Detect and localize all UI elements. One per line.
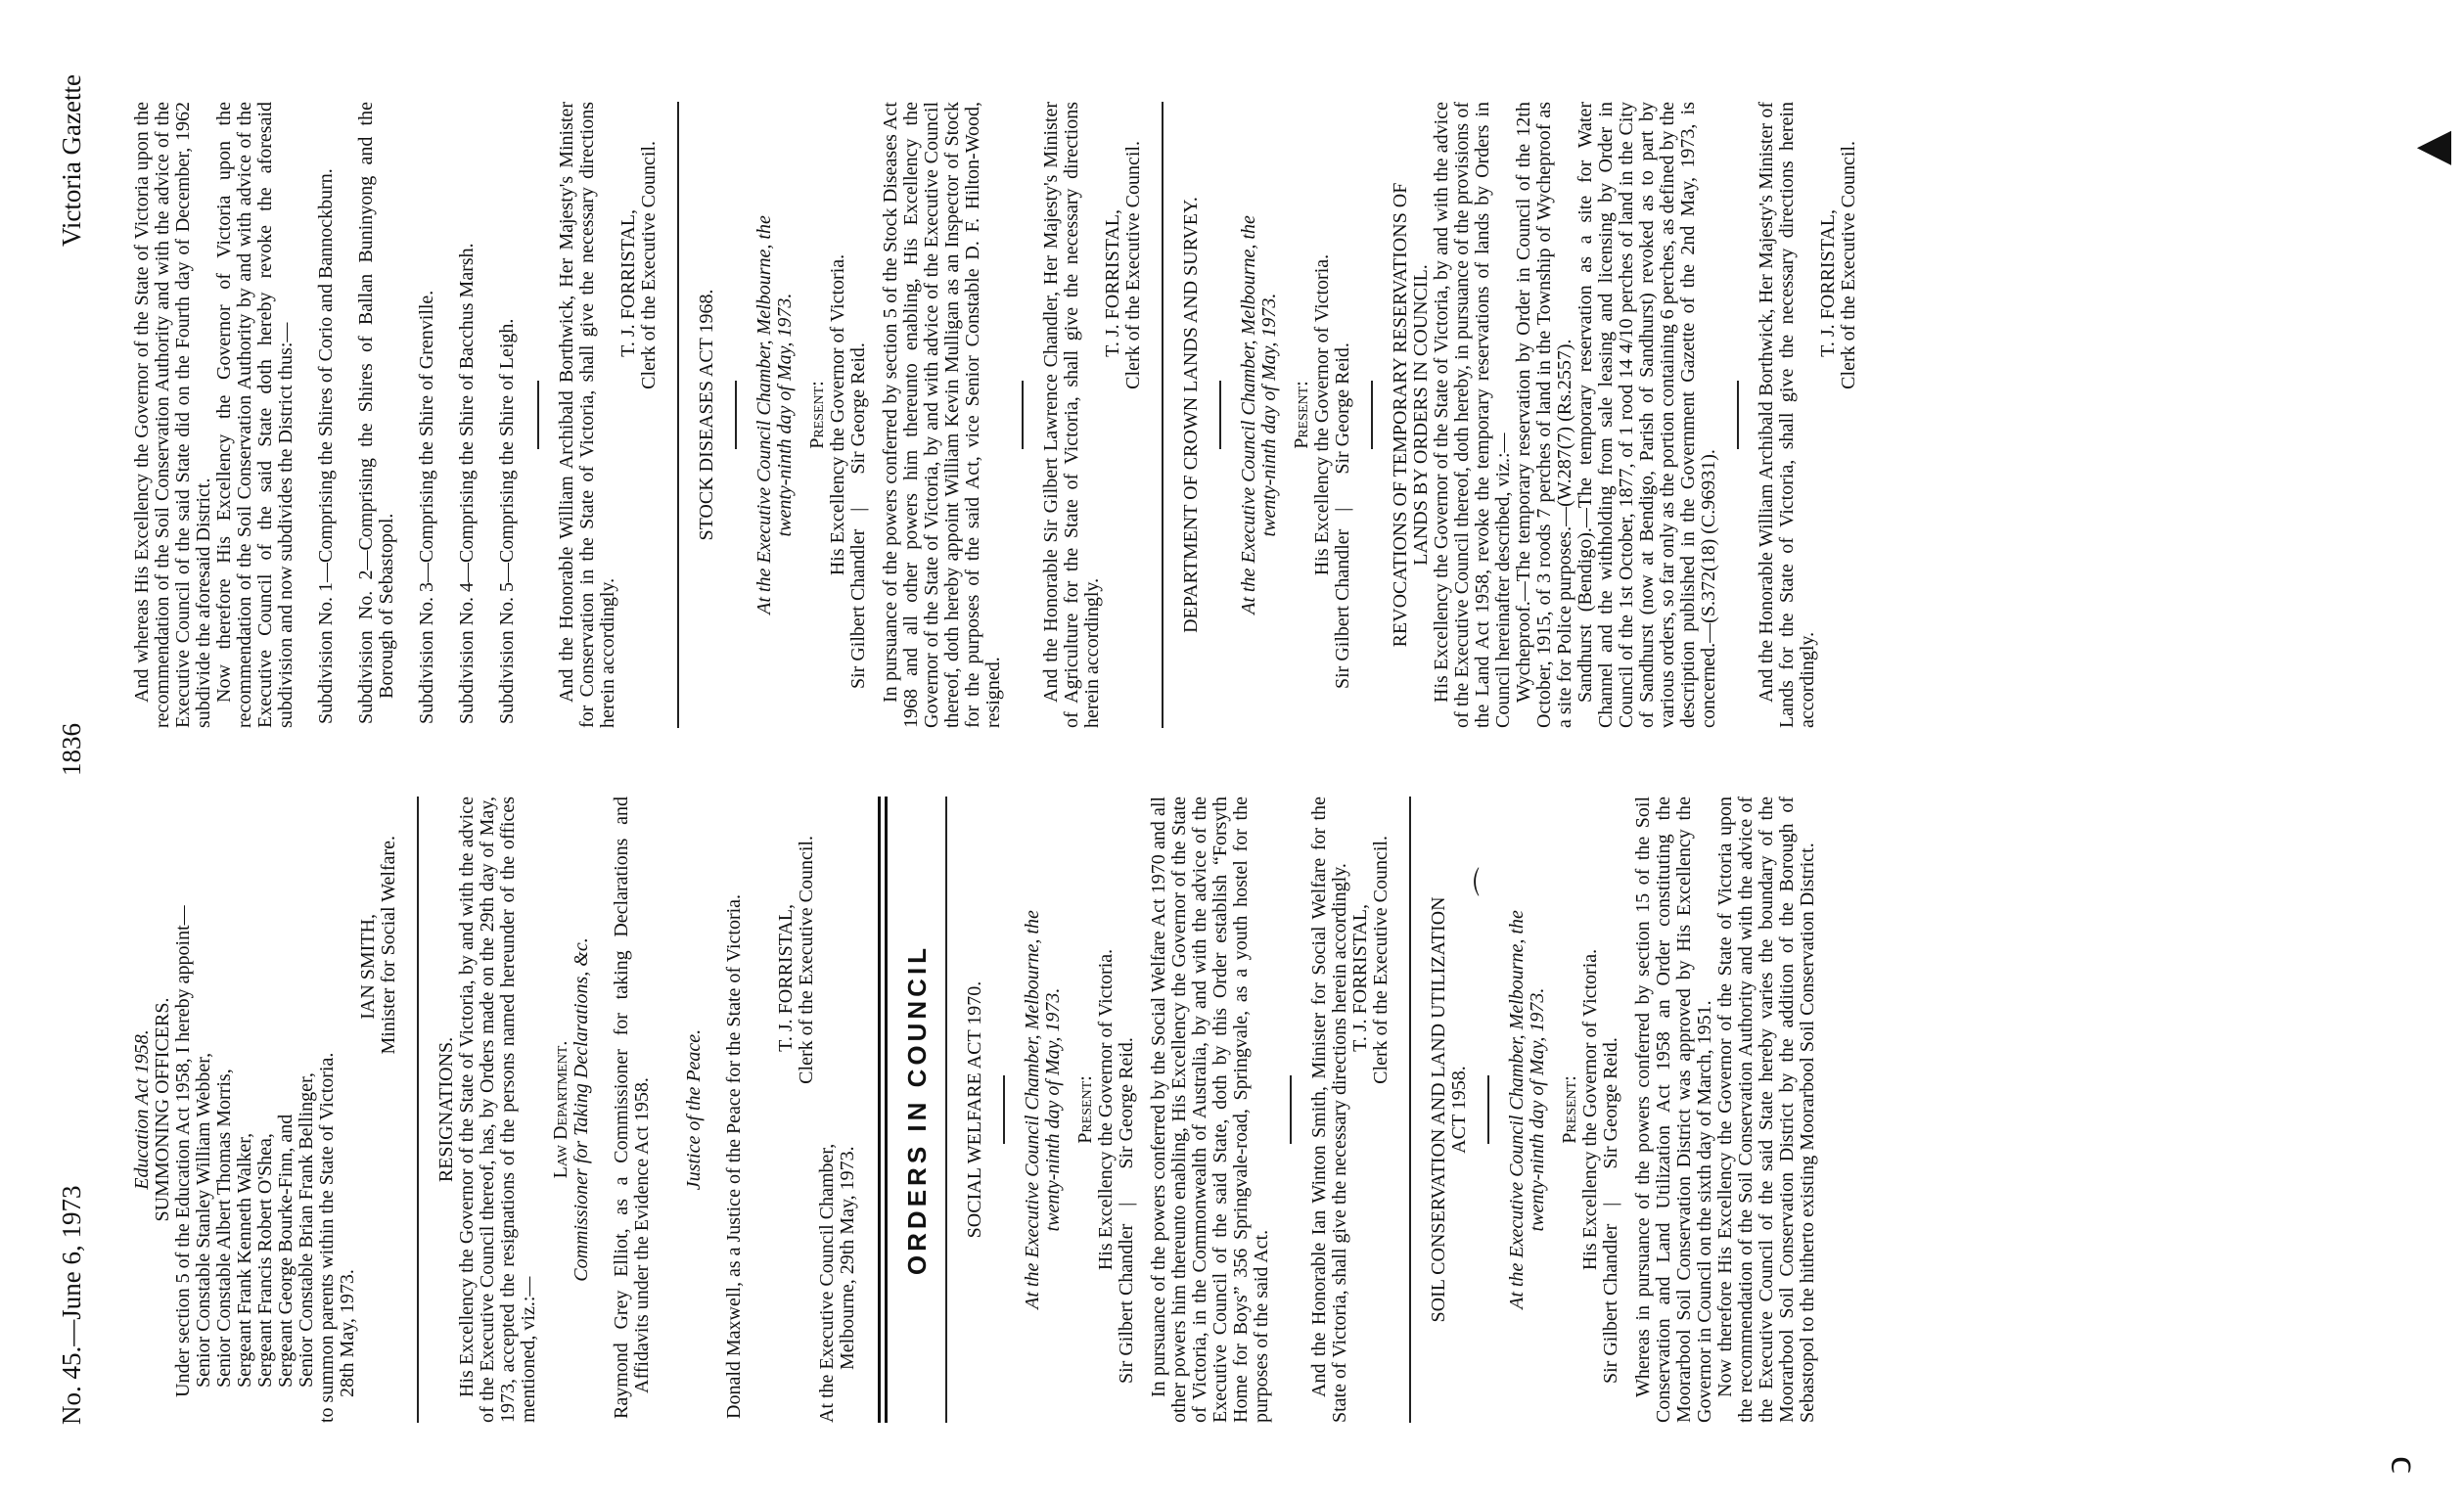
signatory-name: T. J. FORRISTAL, — [775, 904, 797, 1052]
short-rule — [1487, 1075, 1489, 1144]
signatory-name: T. J. FORRISTAL, — [1102, 209, 1123, 357]
short-rule — [735, 381, 737, 449]
chamber-line: At the Executive Council Chamber, Melbourne, the — [753, 215, 775, 615]
subdivision-item: Subdivision No. 5—Comprising the Shire of Leigh. — [496, 318, 518, 724]
education-purpose: to summon parents within the State of Victoria. — [316, 1052, 338, 1423]
present-member: Sir George Reid. — [1600, 1037, 1621, 1169]
education-intro: Under section 5 of the Education Act 1958, I hereby appoint— — [172, 905, 194, 1397]
short-rule — [1022, 381, 1024, 449]
signatory-title: Clerk of the Executive Council. — [1838, 141, 1859, 389]
revocation-item: Sandhurst (Bendigo).—The temporary reservation as a site for Water Channel and the withholding from sale leasing and licensing by Order in Council of the 1st October, 1877, of 1 rood 14 4/10 perches of land in the City of Sandhurst (now at Bendigo, Parish of Sandhurst) revoked as to part by various orders, so far only as the portion containing 6 perches, as defined by the description published in the Government Gazette of the 2nd May, 1973, is concerned.—(S.372(18) (C.96931). — [1574, 102, 1719, 728]
divider — [1409, 797, 1411, 1423]
present-label: Present: — [1559, 1075, 1580, 1144]
divider — [417, 797, 419, 1423]
signatory-title: Clerk of the Executive Council. — [796, 836, 817, 1084]
officer-item: Senior Constable Stanley William Webber, — [193, 1052, 214, 1388]
resignation-item: Donald Maxwell, as a Justice of the Peace for the State of Victoria. — [723, 893, 745, 1419]
present-label: Present: — [1074, 1075, 1096, 1144]
present-governor: His Excellency the Governor of Victoria. — [1311, 253, 1333, 576]
present-members — [1333, 102, 1353, 728]
subdivision-item: Subdivision No. 3—Comprising the Shire of Grenville. — [416, 290, 437, 724]
minister-direction: And the Honorable William Archibald Borthwick, Her Majesty's Minister of Lands for the State of Victoria, shall give the necessary directions herein accordingly. — [1756, 102, 1818, 728]
chamber-line: At the Executive Council Chamber, Melbourne, the — [1022, 910, 1043, 1309]
present-label: Present: — [806, 381, 828, 449]
short-rule — [1371, 381, 1373, 449]
chamber-place: At the Executive Council Chamber, — [816, 1143, 838, 1423]
stock-diseases-order-text: In pursuance of the powers conferred by section 5 of the Stock Diseases Act 1968 and all other powers him thereunto enabling, His Excellency the Governor of the State of Victoria, by and with advice of the Executive Council thereof, doth hereby appoint William Kevin Mulligan as an Inspector of Stock for the purposes of the said Act, vice Senior Constable D. F. Hilton-Wood, resigned. — [880, 102, 1004, 728]
commissioner-subheading: Commissioner for Taking Declarations, &c. — [570, 937, 592, 1282]
officer-item: Sergeant Frank Kenneth Walker, — [234, 1132, 255, 1388]
education-date: 28th May, 1973. — [337, 1269, 358, 1397]
minister-direction: And the Honorable William Archibald Borthwick, Her Majesty's Minister for Conservation in the State of Victoria, shall give the necessary directions herein accordingly. — [556, 102, 618, 728]
subdivision-item: Subdivision No. 1—Comprising the Shires of Corio and Bannockburn. — [315, 168, 337, 724]
chamber-line: twenty-ninth day of May, 1973. — [774, 293, 796, 537]
chamber-line: twenty-ninth day of May, 1973. — [1042, 987, 1064, 1232]
orders-in-council-heading: ORDERS IN COUNCIL — [902, 943, 932, 1276]
minister-direction: And the Honorable Ian Winton Smith, Minister for Social Welfare for the State of Victoria, shall give the necessary directions herein accordingly. — [1308, 797, 1350, 1423]
chamber-line: twenty-ninth day of May, 1973. — [1527, 987, 1548, 1232]
soil-conservation-text: Now therefore His Excellency the Governor of Victoria upon the recommendation of the Soil Conservation Authority by and with advice of the Executive Council of the said State doth hereby revoke the aforesaid subdivision and now subdivides the District thus:— — [213, 102, 297, 728]
short-rule — [1003, 1075, 1005, 1144]
crown-lands-department-heading: DEPARTMENT OF CROWN LANDS AND SURVEY. — [1180, 197, 1202, 633]
justice-subheading: Justice of the Peace. — [683, 1028, 705, 1191]
issue-date: No. 45.—June 6, 1973 — [57, 1185, 86, 1425]
soil-conservation-text: Now therefore His Excellency the Governor of the State of Victoria upon the recommendation of the Soil Conservation Authority and with the advice of the Executive Council of the said State hereby varies the boundary of the Moorarbool Soil Conservation District by the addition of the Borough of Sebastopol to the hitherto existing Moorarbool Soil Conservation District. — [1714, 797, 1818, 1423]
subdivision-item: Subdivision No. 4—Comprising the Shire of Bacchus Marsh. — [456, 243, 478, 724]
present-members — [1601, 797, 1621, 1423]
present-member: Sir George Reid. — [1332, 342, 1353, 475]
present-member: Sir Gilbert Chandler — [1332, 528, 1353, 689]
signatory-name: IAN SMITH, — [357, 914, 379, 1020]
law-department-heading: Law Department. — [550, 1040, 571, 1179]
separator: | — [1116, 1202, 1137, 1207]
short-rule — [537, 381, 539, 449]
social-welfare-order-text: In pursuance of the powers conferred by the Social Welfare Act 1970 and all other powers him thereunto enabling, His Excellency the Governor of the State of Victoria, in the Commonwealth of Australia, by and with the advice of the Executive Council of the said State, doth by this Order establish “Forsyth Home for Boys” 356 Springvale-road, Springvale, as a youth hostel for the purposes of the said Act. — [1148, 797, 1272, 1423]
page-header — [57, 74, 86, 1425]
officer-item: Senior Constable Brian Frank Bellinger, — [296, 1072, 317, 1388]
short-rule — [1737, 381, 1739, 449]
scan-artifact: ▲ — [2399, 118, 2464, 177]
resignations-title: RESIGNATIONS. — [435, 1036, 457, 1183]
present-member: Sir Gilbert Chandler — [1116, 1223, 1137, 1384]
double-rule — [878, 797, 888, 1423]
divider — [1162, 102, 1164, 728]
present-member: Sir Gilbert Chandler — [1600, 1223, 1621, 1384]
resignations-text: His Excellency the Governor of the State of Victoria, by and with the advice of the Executive Council thereof, has, by Orders made on the 29th day of May, 1973, accepted the resignations of the persons named hereunder of the offices mentioned, viz.:— — [456, 797, 539, 1423]
signatory-title: Minister for Social Welfare. — [378, 836, 399, 1055]
signatory-title: Clerk of the Executive Council. — [638, 141, 660, 389]
divider — [945, 797, 947, 1423]
soil-conservation-text: And whereas His Excellency the Governor of the State of Victoria upon the recommendation of the Soil Conservation Authority and with the advice of the Executive Council of the said State did on the Fourth day of December, 1962 subdivide the aforesaid District. — [131, 102, 214, 728]
social-welfare-act-heading: SOCIAL WELFARE ACT 1970. — [964, 980, 985, 1239]
present-governor: His Excellency the Governor of Victoria. — [1095, 948, 1117, 1271]
soil-conservation-act-heading: ACT 1958. — [1448, 1066, 1470, 1154]
revocation-item: Wycheproof.—The temporary reservation by Order in Council of the 12th October, 1915, of 3 roods 7 perches of land in the Township of Wycheproof as a site for Police purposes.—(W.287(7) (Rs.2557). — [1513, 102, 1575, 728]
present-member: Sir George Reid. — [1116, 1037, 1137, 1169]
right-column — [132, 102, 2373, 728]
soil-conservation-act-heading: SOIL CONSERVATION AND LAND UTILIZATION — [1428, 896, 1449, 1323]
stock-diseases-act-heading: STOCK DISEASES ACT 1968. — [696, 289, 717, 541]
revocations-title: REVOCATIONS OF TEMPORARY RESERVATIONS OF — [1390, 182, 1411, 648]
revocations-text: His Excellency the Governor of the State of Victoria, by and with the advice of the Executive Council thereof, doth hereby, in pursuance of the provisions of the Land Act 1958, revoke the temporary reservations of lands by Orders in Council hereinafter described, viz.:— — [1431, 102, 1514, 728]
separator: | — [1600, 1202, 1621, 1207]
signatory-name: T. J. FORRISTAL, — [617, 209, 639, 357]
separator: | — [847, 507, 869, 512]
scan-artifact: ↄ — [2375, 1456, 2419, 1474]
present-governor: His Excellency the Governor of Victoria. — [827, 253, 848, 576]
present-governor: His Excellency the Governor of Victoria. — [1579, 948, 1601, 1271]
signatory-title: Clerk of the Executive Council. — [1122, 141, 1144, 389]
present-member: Sir George Reid. — [847, 342, 869, 475]
signatory-name: T. J. FORRISTAL, — [1349, 904, 1371, 1052]
officer-item: Senior Constable Albert Thomas Morris, — [213, 1069, 235, 1388]
chamber-date: Melbourne, 29th May, 1973. — [837, 1146, 858, 1370]
chamber-line: At the Executive Council Chamber, Melbourne, the — [1506, 910, 1528, 1309]
present-member: Sir Gilbert Chandler — [847, 528, 869, 689]
soil-conservation-text: Whereas in pursuance of the powers conferred by section 15 of the Soil Conservation and Land Utilization Act 1958 an Order constituting the Moorarbool Soil Conservation District was approved by His Excellency the Governor in Council on the sixth day of March, 1951. — [1632, 797, 1715, 1423]
present-label: Present: — [1291, 381, 1312, 449]
left-column — [132, 797, 2373, 1423]
short-rule — [1290, 1075, 1292, 1144]
signatory-name: T. J. FORRISTAL, — [1817, 209, 1839, 357]
separator: | — [1332, 507, 1353, 512]
officer-item: Sergeant Francis Robert O'Shea, — [254, 1133, 276, 1388]
revocations-title: LANDS BY ORDERS IN COUNCIL. — [1410, 264, 1432, 566]
chamber-line: twenty-ninth day of May, 1973. — [1258, 293, 1280, 537]
scan-artifact: ⌒ — [1474, 867, 1506, 896]
present-members — [848, 102, 869, 728]
chamber-line: At the Executive Council Chamber, Melbourne, the — [1238, 215, 1259, 615]
publication-title: Victoria Gazette — [57, 74, 86, 248]
subdivision-item: Subdivision No. 2—Comprising the Shires of Ballan Buninyong and the Borough of Sebastopol. — [355, 102, 397, 724]
education-act-heading: Education Act 1958. — [131, 1029, 153, 1190]
page-number: 1836 — [57, 723, 86, 776]
minister-direction: And the Honorable Sir Gilbert Lawrence Chandler, Her Majesty's Minister of Agriculture for the State of Victoria, shall give the necessary directions herein accordingly. — [1040, 102, 1103, 728]
resignation-item: Raymond Grey Elliot, as a Commissioner for taking Declarations and Affidavits under the Evidence Act 1958. — [611, 797, 653, 1419]
short-rule — [1219, 381, 1221, 449]
summoning-officers-title: SUMMONING OFFICERS. — [152, 997, 173, 1222]
officer-item: Sergeant George Bourke-Finn, and — [275, 1114, 297, 1388]
signatory-title: Clerk of the Executive Council. — [1370, 836, 1392, 1084]
divider — [677, 102, 679, 728]
present-members — [1117, 797, 1137, 1423]
